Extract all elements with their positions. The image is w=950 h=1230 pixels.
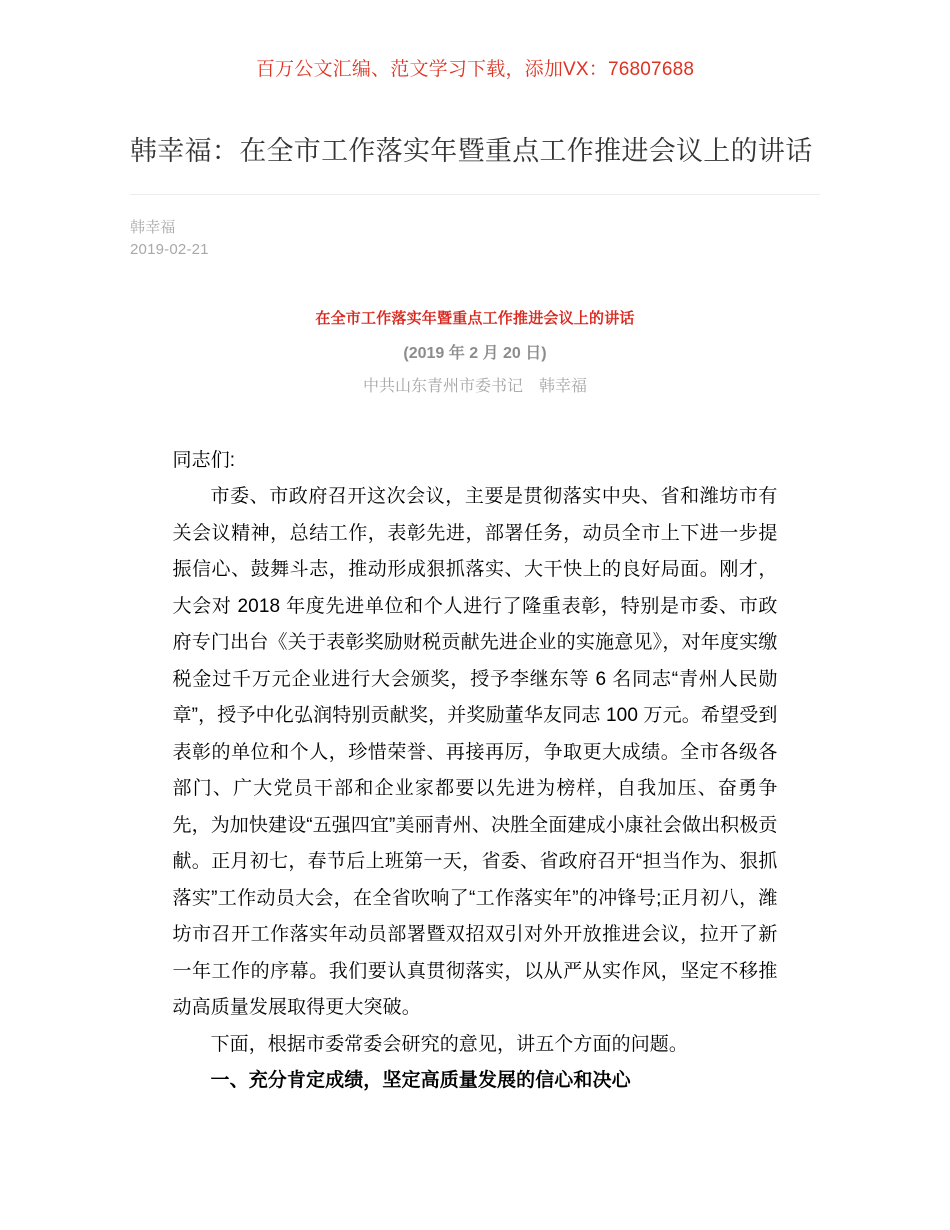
article-author: 韩幸福: [130, 218, 176, 236]
promo-banner: 百万公文汇编、范文学习下载，添加VX：76807688: [255, 59, 695, 80]
document-byline: 中共山东青州市委书记 韩幸福: [362, 377, 587, 395]
document-body: [173, 401, 778, 1100]
document-paragraph: 下面，根据市委常委会研究的意见，讲五个方面的问题。: [210, 1033, 689, 1055]
document-paragraph: 同志们:: [172, 449, 236, 471]
document-date-line: (2019 年 2 月 20 日): [403, 344, 547, 362]
document-paragraph: 市委、市政府召开这次会议，主要是贯彻落实中央、省和潍坊市有关会议精神，总结工作，表彰先进，部署任务，动员全市上下进一步提振信心、鼓舞斗志，推动形成狠抓落实、大干快上的良好局面。刚才，大会对 2018 年度先进单位和个人进行了隆重表彰，特别是市委、市政府专门出台《关于表彰奖励财税贡献先进企业的实施意见》，对年度实缴税金过千万元企业进行大会颁奖，授予李继东等 6 名同志“青州人民勋章”，授予中化弘润特别贡献奖，并奖励董华友同志 100 万元。希望受到表彰的单位和个人，珍惜荣誉、再接再厉，争取更大成绩。全市各级各部门、广大党员干部和企业家都要以先进为榜样，自我加压、奋勇争先，为加快建设“五强四宜”美丽青州、决胜全面建成小康社会做出积极贡献。正月初七，春节后上班第一天，省委、省政府召开“担当作为、狠抓落实”工作动员大会，在全省吹响了“工作落实年”的冲锋号;正月初八，潍坊市召开工作落实年动员部署暨双招双引对外开放推进会议，拉开了新一年工作的序幕。我们要认真贯彻落实，以从严从实作风，坚定不移推动高质量发展取得更大突破。: [172, 486, 778, 1019]
page-title: 韩幸福：在全市工作落实年暨重点工作推进会议上的讲话: [130, 135, 813, 166]
article-meta: [130, 217, 820, 261]
article-header: [130, 84, 820, 261]
title-divider: [130, 194, 820, 195]
document-heading: 在全市工作落实年暨重点工作推进会议上的讲话: [315, 309, 635, 327]
article-date: 2019-02-21: [130, 240, 209, 258]
document-content: [130, 261, 820, 1100]
document-section-heading: 一、充分肯定成绩，坚定高质量发展的信心和决心: [210, 1070, 631, 1092]
